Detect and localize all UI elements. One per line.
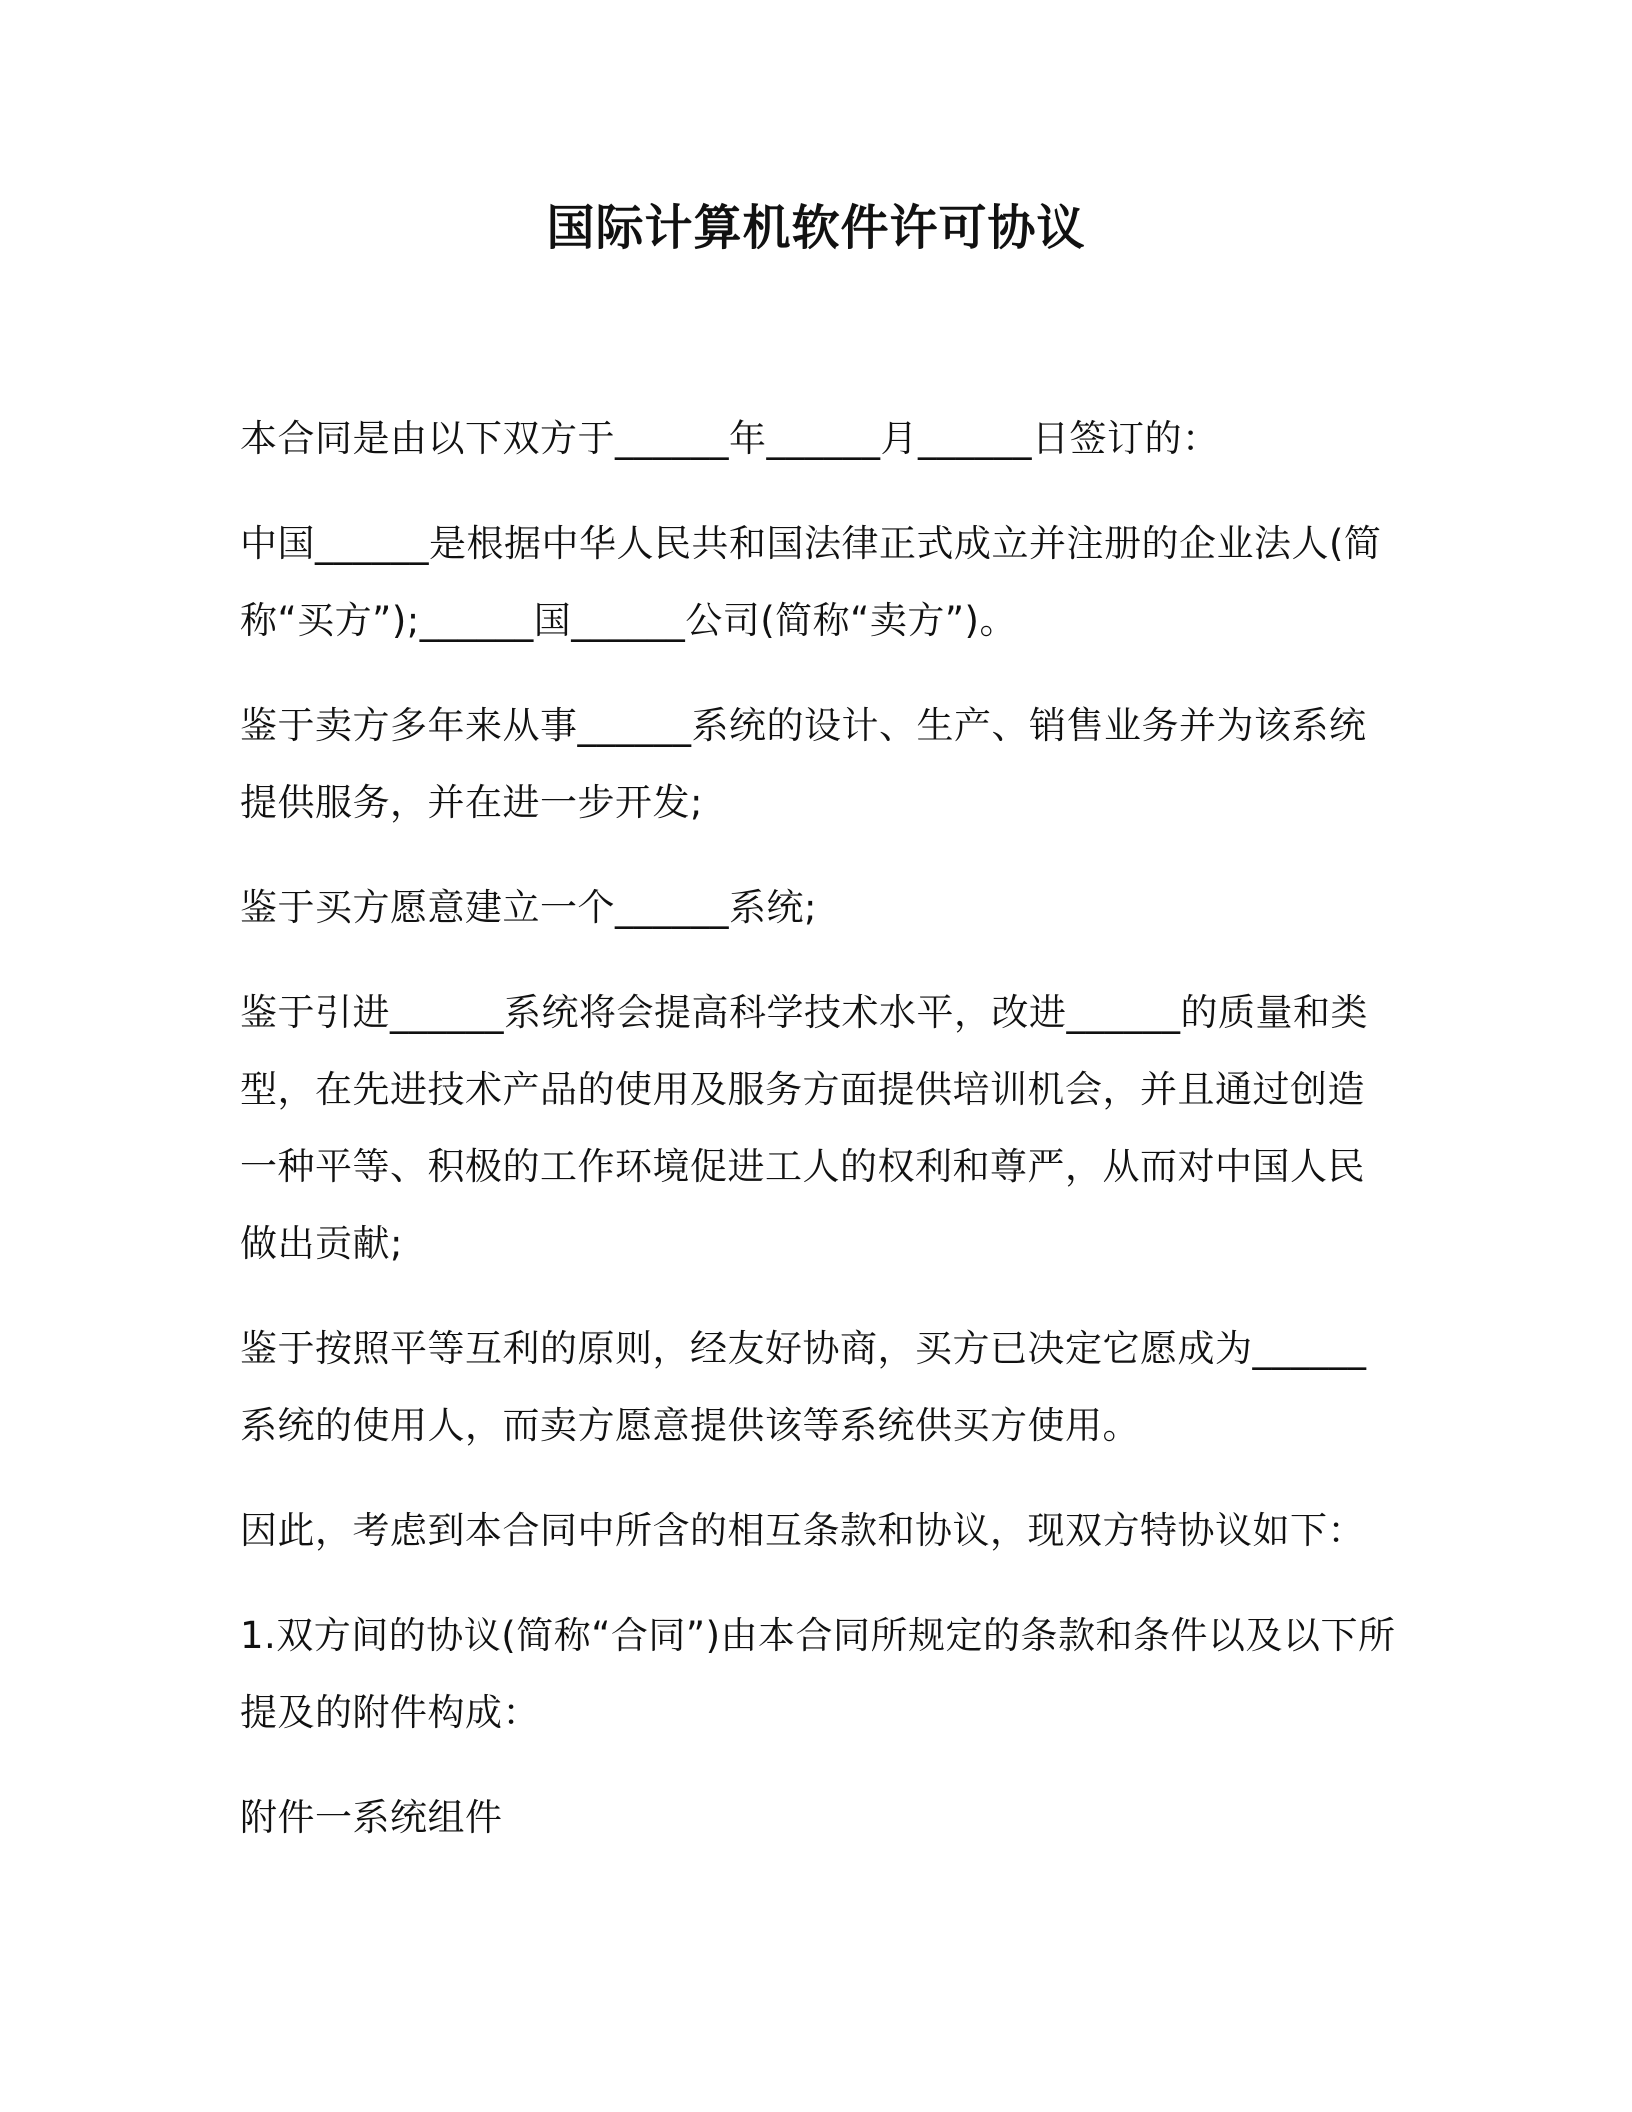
paragraph-signing-date: 本合同是由以下双方于______年______月______日签订的： <box>240 417 1220 460</box>
paragraph-parties: 中国______是根据中华人民共和国法律正式成立并注册的企业法人(简称“买方”);______国______公司(简称“卖方”)。 <box>240 522 1382 642</box>
paragraph-benefits: 鉴于引进______系统将会提高科学技术水平，改进______的质量和类型，在先进技术产品的使用及服务方面提供培训机会，并且通过创造一种平等、积极的工作环境促进工人的权利和尊严，从而对中国人民做出贡献; <box>240 991 1368 1265</box>
document-title: 国际计算机软件许可协议 <box>546 200 1086 256</box>
paragraph-agreement-intro: 因此，考虑到本合同中所含的相互条款和协议，现双方特协议如下： <box>240 1509 1365 1552</box>
paragraph-clause-1: 1.双方间的协议(简称“合同”)由本合同所规定的条款和条件以及以下所提及的附件构成： <box>240 1614 1396 1734</box>
paragraph-mutual-benefit: 鉴于按照平等互利的原则，经友好协商，买方已决定它愿成为______系统的使用人，而卖方愿意提供该等系统供买方使用。 <box>240 1327 1367 1447</box>
paragraph-seller-business: 鉴于卖方多年来从事______系统的设计、生产、销售业务并为该系统提供服务，并在进一步开发; <box>240 704 1367 824</box>
document-body <box>240 400 1400 1884</box>
paragraph-annex-1: 附件一系统组件 <box>240 1796 503 1839</box>
paragraph-buyer-intent: 鉴于买方愿意建立一个______系统; <box>240 886 817 929</box>
